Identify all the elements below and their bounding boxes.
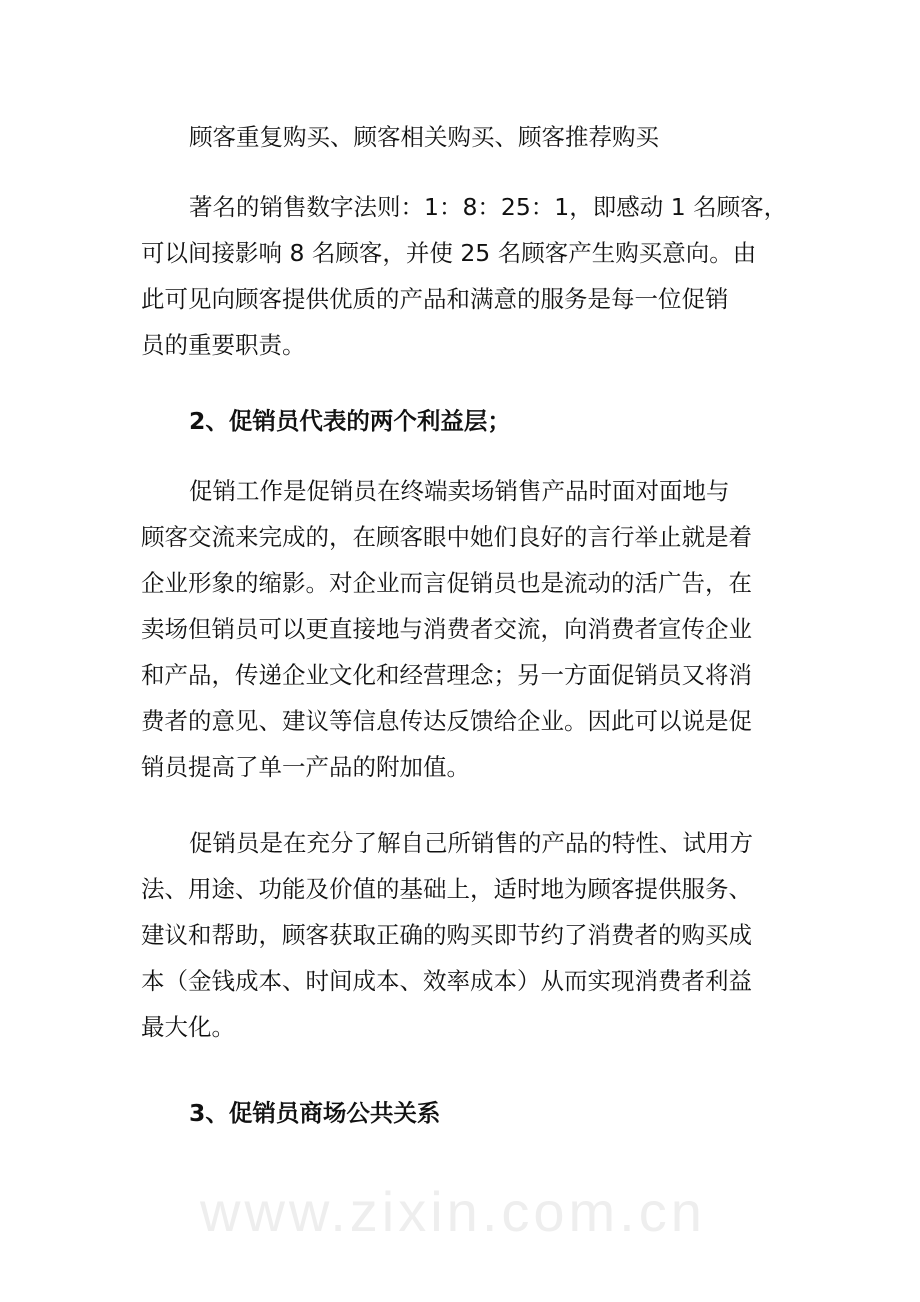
paragraph-line: 此可见向顾客提供优质的产品和满意的服务是每一位促销 (141, 285, 729, 313)
paragraph-line: 销员提高了单一产品的附加值。 (141, 753, 470, 781)
paragraph-line: 著名的销售数字法则：1：8：25：1，即感动 1 名顾客， (189, 193, 788, 221)
paragraph-line: 费者的意见、建议等信息传达反馈给企业。因此可以说是促 (141, 707, 752, 735)
paragraph-line: 顾客重复购买、顾客相关购买、顾客推荐购买 (189, 123, 659, 151)
paragraph-line: 和产品，传递企业文化和经营理念；另一方面促销员又将消 (141, 661, 752, 689)
paragraph-line: 最大化。 (141, 1013, 235, 1041)
paragraph-line: 促销工作是促销员在终端卖场销售产品时面对面地与 (189, 477, 730, 505)
paragraph-line: 建议和帮助，顾客获取正确的购买即节约了消费者的购买成 (141, 921, 752, 949)
paragraph-line: 本（金钱成本、时间成本、效率成本）从而实现消费者利益 (141, 967, 752, 995)
paragraph-line: 法、用途、功能及价值的基础上，适时地为顾客提供服务、 (141, 875, 752, 903)
paragraph-line: 企业形象的缩影。对企业而言促销员也是流动的活广告，在 (141, 569, 752, 597)
paragraph-line: 促销员是在充分了解自己所销售的产品的特性、试用方 (189, 829, 753, 857)
watermark: www.zixin.com.cn (200, 1180, 706, 1243)
section-heading: 2、促销员代表的两个利益层； (189, 407, 511, 435)
paragraph-line: 顾客交流来完成的，在顾客眼中她们良好的言行举止就是着 (141, 523, 752, 551)
paragraph-line: 可以间接影响 8 名顾客，并使 25 名顾客产生购买意向。由 (141, 239, 757, 267)
paragraph-line: 员的重要职责。 (141, 331, 306, 359)
paragraph-line: 卖场但销员可以更直接地与消费者交流，向消费者宣传企业 (141, 615, 752, 643)
section-heading: 3、促销员商场公共关系 (189, 1099, 441, 1127)
